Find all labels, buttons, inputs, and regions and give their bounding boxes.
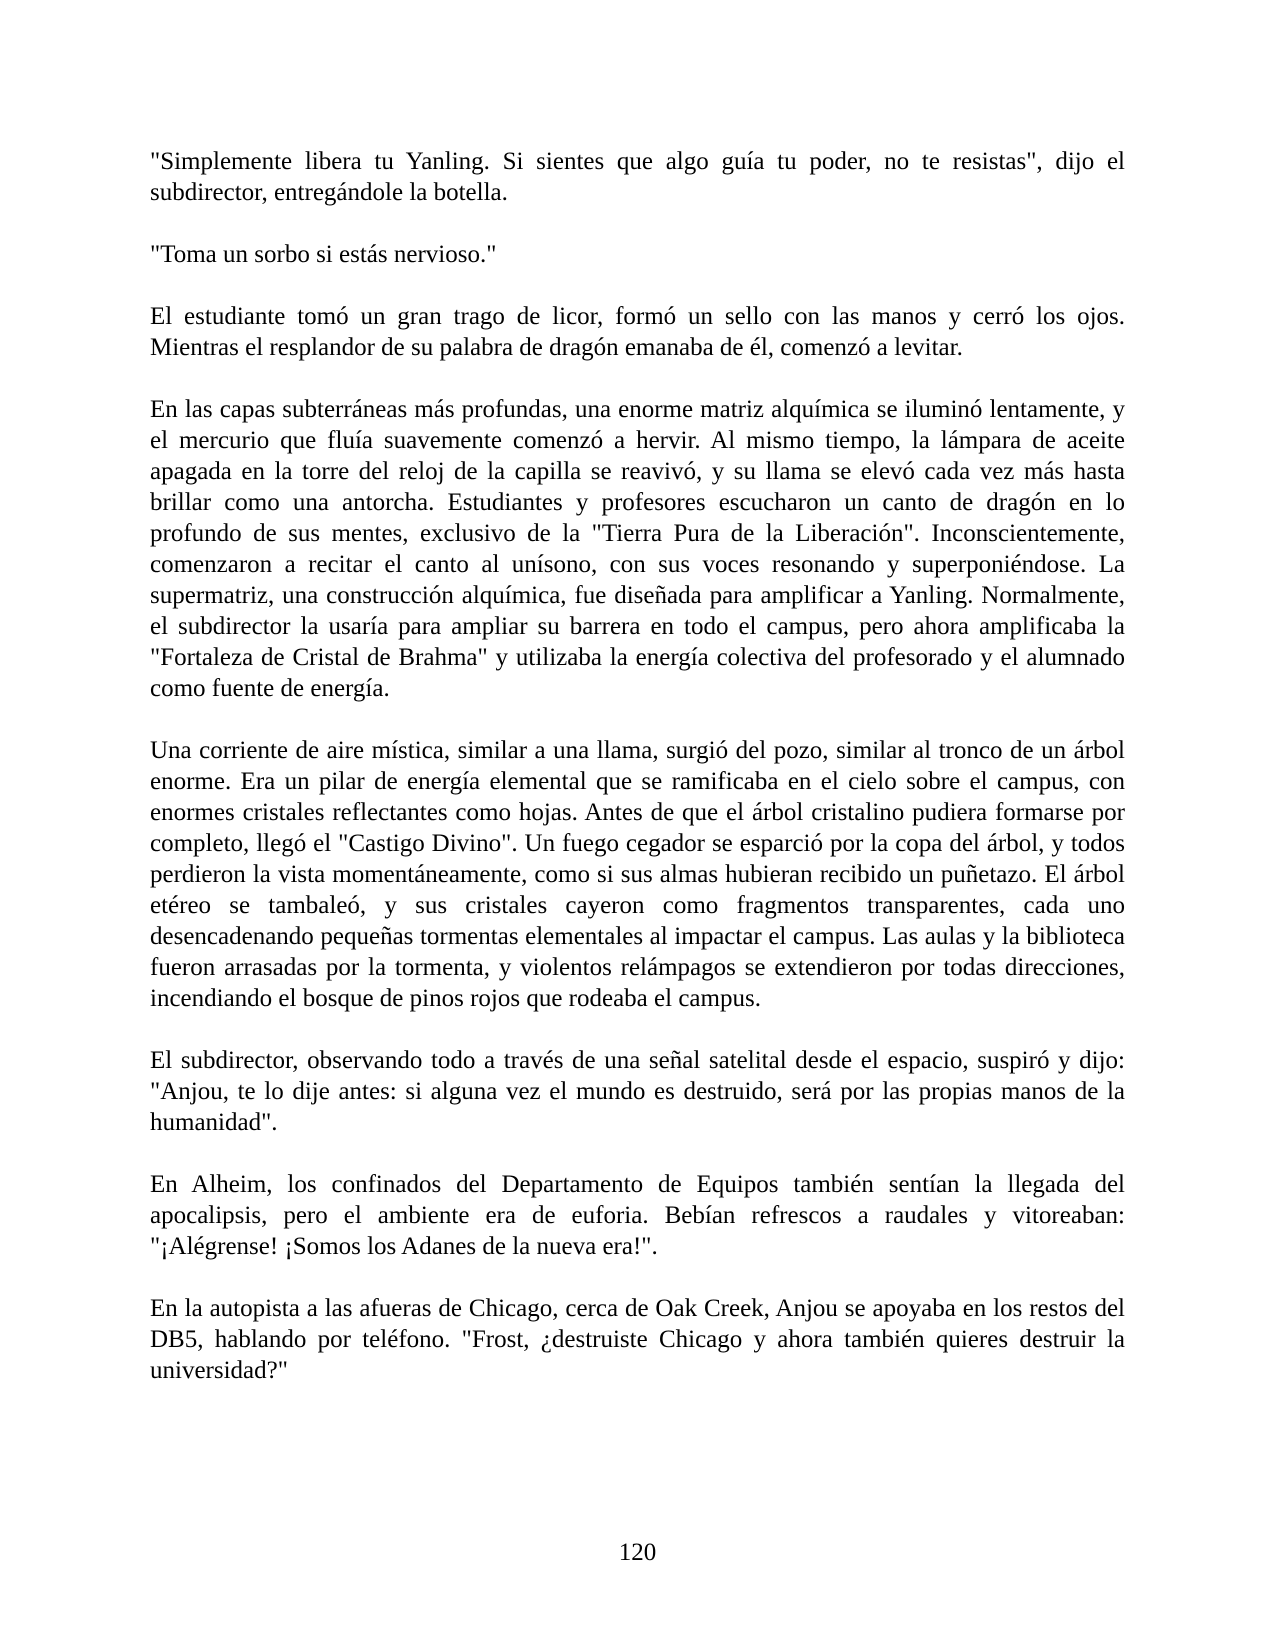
paragraph: El subdirector, observando todo a través de una señal satelital desde el espacio, suspiró y dijo: "Anjou, te lo dije antes: si alguna vez el mundo es destruido, será por las propias manos de la humanidad". [150, 1047, 1125, 1136]
paragraph: "Toma un sorbo si estás nervioso." [150, 241, 497, 268]
paragraph: En Alheim, los confinados del Departamento de Equipos también sentían la llegada del apocalipsis, pero el ambiente era de euforia. Bebían refrescos a raudales y vitoreaban: "¡Alégrense! ¡Somos los Adanes de la nueva era!". [150, 1171, 1125, 1260]
paragraph: Una corriente de aire mística, similar a una llama, surgió del pozo, similar al tronco de un árbol enorme. Era un pilar de energía elemental que se ramificaba en el cielo sobre el campus, con enormes cristales reflectantes como hojas. Antes de que el árbol cristalino pudiera formarse por completo, llegó el "Castigo Divino". Un fuego cegador se esparció por la copa del árbol, y todos perdieron la vista momentáneamente, como si sus almas hubieran recibido un puñetazo. El árbol etéreo se tambaleó, y sus cristales cayeron como fragmentos transparentes, cada uno desencadenando pequeñas tormentas elementales al impactar el campus. Las aulas y la biblioteca fueron arrasadas por la tormenta, y violentos relámpagos se extendieron por todas direcciones, incendiando el bosque de pinos rojos que rodeaba el campus. [150, 737, 1125, 1012]
paragraph: En la autopista a las afueras de Chicago, cerca de Oak Creek, Anjou se apoyaba en los restos del DB5, hablando por teléfono. "Frost, ¿destruiste Chicago y ahora también quieres destruir la universidad?" [150, 1295, 1125, 1384]
paragraph: "Simplemente libera tu Yanling. Si sientes que algo guía tu poder, no te resistas", dijo el subdirector, entregándole la botella. [150, 148, 1125, 206]
page-number: 120 [618, 1539, 657, 1566]
paragraph: En las capas subterráneas más profundas, una enorme matriz alquímica se iluminó lentamente, y el mercurio que fluía suavemente comenzó a hervir. Al mismo tiempo, la lámpara de aceite apagada en la torre del reloj de la capilla se reavivó, y su llama se elevó cada vez más hasta brillar como una antorcha. Estudiantes y profesores escucharon un canto de dragón en lo profundo de sus mentes, exclusivo de la "Tierra Pura de la Liberación". Inconscientemente, comenzaron a recitar el canto al unísono, con sus voces resonando y superponiéndose. La supermatriz, una construcción alquímica, fue diseñada para amplificar a Yanling. Normalmente, el subdirector la usaría para ampliar su barrera en todo el campus, pero ahora amplificaba la "Fortaleza de Cristal de Brahma" y utilizaba la energía colectiva del profesorado y el alumnado como fuente de energía. [150, 396, 1125, 702]
paragraph: El estudiante tomó un gran trago de licor, formó un sello con las manos y cerró los ojos. Mientras el resplandor de su palabra de dragón emanaba de él, comenzó a levitar. [150, 303, 1125, 361]
